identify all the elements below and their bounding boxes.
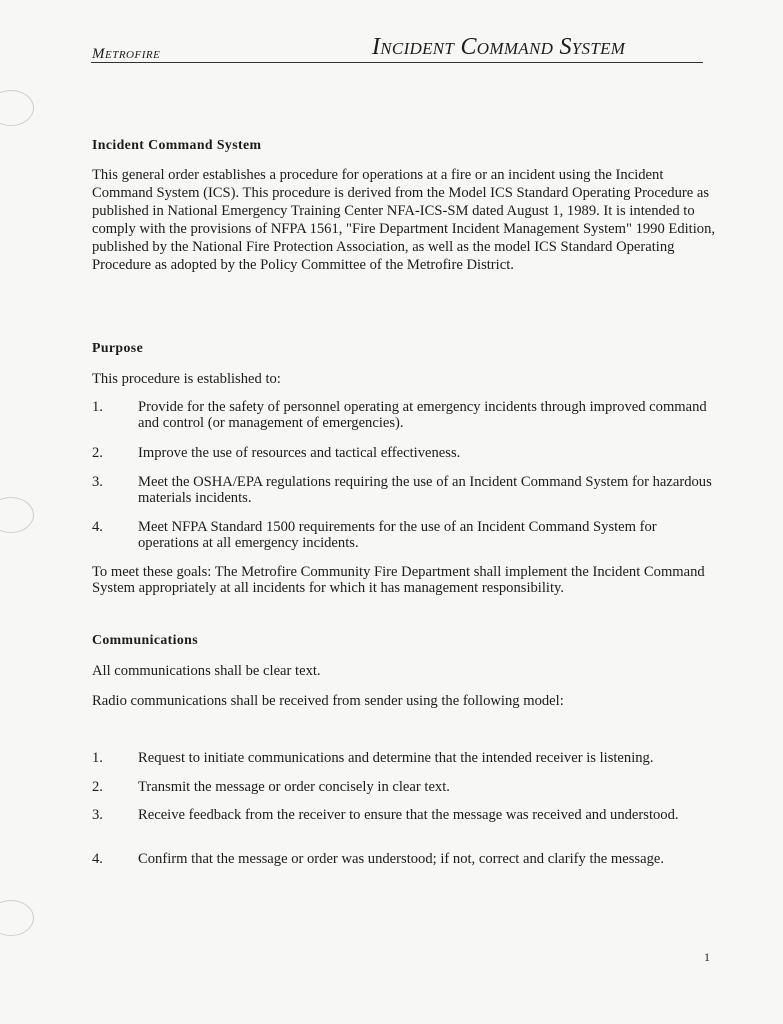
item-number: 2.: [92, 445, 103, 461]
header-rule: [91, 62, 703, 63]
header-organization: Metrofire: [92, 46, 161, 62]
item-number: 1.: [92, 750, 103, 766]
item-text: Improve the use of resources and tactical effectiveness.: [138, 445, 461, 461]
communications-line1: All communications shall be clear text.: [92, 663, 321, 679]
communications-line2: Radio communications shall be received from sender using the following model:: [92, 693, 564, 709]
item-number: 3.: [92, 807, 103, 823]
item-text: Provide for the safety of personnel operating at emergency incidents through improved command and control (or management of emergencies).: [138, 399, 707, 431]
purpose-closing: To meet these goals: The Metrofire Community Fire Department shall implement the Incident Command System appropriately at all incidents for which it has management responsibility.: [92, 564, 705, 596]
purpose-intro: This procedure is established to:: [92, 371, 281, 387]
page-number: 1: [704, 950, 710, 964]
item-number: 4.: [92, 851, 103, 867]
section-heading-communications: Communications: [92, 632, 199, 647]
punch-hole: [0, 90, 34, 126]
item-text: Meet NFPA Standard 1500 requirements for the use of an Incident Command System for operations at all emergency incidents.: [138, 519, 657, 551]
item-text: Request to initiate communications and determine that the intended receiver is listening.: [138, 750, 654, 766]
item-text: Transmit the message or order concisely in clear text.: [138, 779, 450, 795]
punch-hole: [0, 497, 34, 533]
section-heading-ics: Incident Command System: [92, 137, 262, 152]
item-text: Confirm that the message or order was understood; if not, correct and clarify the message.: [138, 851, 665, 867]
ics-body: This general order establishes a procedure for operations at a fire or an incident using the Incident Command System (ICS). This procedure is derived from the Model ICS Standard Operating Procedure as published in National Emergency Training Center NFA-ICS-SM dated August 1, 1989. It is intended to comply with the provisions of NFPA 1561, "Fire Department Incident Management System" 1990 Edition, published by the National Fire Protection Association, as well as the model ICS Standard Operating Procedure as adopted by the Policy Committee of the Metrofire District.: [92, 167, 716, 273]
punch-hole: [0, 900, 34, 936]
item-number: 4.: [92, 519, 103, 535]
item-number: 3.: [92, 474, 103, 490]
item-text: Receive feedback from the receiver to ensure that the message was received and understood.: [138, 807, 679, 823]
item-text: Meet the OSHA/EPA regulations requiring the use of an Incident Command System for hazardous materials incidents.: [138, 474, 712, 506]
header-title: Incident Command System: [372, 34, 626, 60]
item-number: 1.: [92, 399, 103, 415]
item-number: 2.: [92, 779, 103, 795]
section-heading-purpose: Purpose: [92, 340, 144, 355]
